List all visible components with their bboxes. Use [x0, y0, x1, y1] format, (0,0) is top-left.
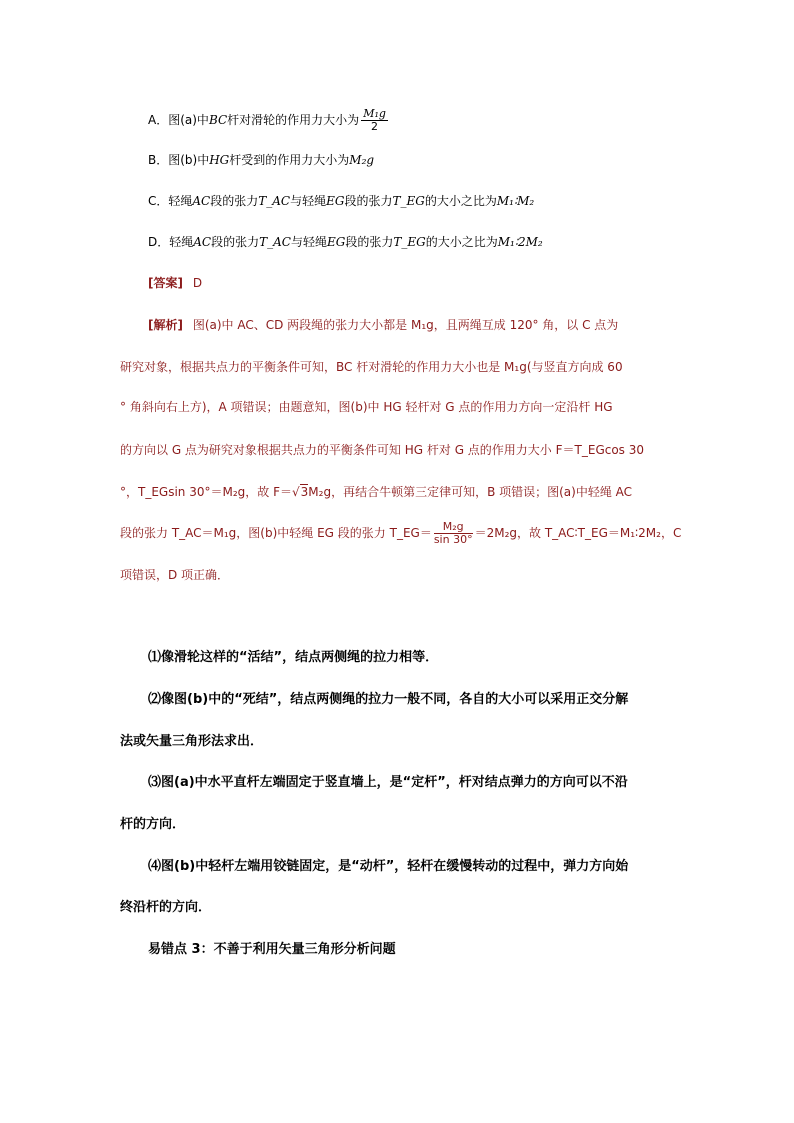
- option-d-v1: AC: [193, 235, 212, 249]
- option-a-prefix: A．图(a)中: [148, 113, 209, 127]
- note-3b: 杆的方向．: [120, 817, 186, 832]
- option-d: [148, 232, 543, 252]
- option-b-text: 杆受到的作用力大小为: [229, 153, 350, 167]
- analysis-line-3: ° 角斜向右上方)，A 项错误；由题意知，图(b)中 HG 轻杆对 G 点的作用力方向一定沿杆 HG: [120, 400, 613, 414]
- analysis-line-6: [120, 521, 681, 546]
- section-heading: 易错点 3：不善于利用矢量三角形分析问题: [148, 942, 396, 957]
- analysis-text-1: 图(a)中 AC、CD 两段绳的张力大小都是 M₁g，且两绳互成 120° 角，以 C 点为: [192, 318, 619, 332]
- option-c-t3: 与轻绳: [290, 194, 327, 208]
- option-a-fraction: [361, 108, 388, 133]
- option-c-t4: 段的张力: [344, 194, 393, 208]
- analysis-text-6b: ＝2M₂g，故 T_AC∶T_EG＝M₁∶2M₂，C: [474, 526, 682, 540]
- analysis-fraction: [434, 521, 473, 546]
- option-d-value: M₁∶2M₂: [497, 235, 543, 249]
- option-d-t4: 段的张力: [345, 235, 394, 249]
- option-c-value: M₁∶M₂: [496, 194, 535, 208]
- option-c-t5: 的大小之比为: [424, 194, 497, 208]
- option-c-v2: T_AC: [258, 194, 291, 208]
- option-c-v4: T_EG: [392, 194, 425, 208]
- option-c: [148, 191, 534, 211]
- analysis-frac-den: sin 30°: [433, 533, 473, 546]
- option-d-t1: D．轻绳: [148, 235, 194, 249]
- analysis-line-7: 项错误，D 项正确．: [120, 568, 230, 582]
- option-a-text: 杆对滑轮的作用力大小为: [227, 113, 360, 127]
- analysis-frac-num: M₂g: [434, 521, 473, 534]
- option-b-var: HG: [209, 153, 230, 167]
- analysis-line-4: 的方向以 G 点为研究对象根据共点力的平衡条件可知 HG 杆对 G 点的作用力大小 F＝T_EGcos 30: [120, 443, 645, 457]
- note-1: ⑴像滑轮这样的“活结”，结点两侧绳的拉力相等．: [148, 650, 439, 665]
- option-d-t3: 与轻绳: [290, 235, 327, 249]
- sqrt-sign: √: [292, 485, 300, 499]
- answer: [148, 273, 202, 293]
- option-a: [148, 108, 390, 133]
- option-c-v1: AC: [192, 194, 211, 208]
- analysis-sqrt-value: 3: [300, 485, 309, 499]
- option-a-frac-den: 2: [371, 120, 379, 133]
- option-c-v3: EG: [326, 194, 345, 208]
- analysis-line-1: [148, 315, 618, 335]
- analysis-line-2: 研究对象，根据共点力的平衡条件可知，BC 杆对滑轮的作用力大小也是 M₁g(与竖直方向成 60: [120, 360, 623, 374]
- option-b-prefix: B．图(b)中: [148, 153, 210, 167]
- option-c-t1: C．轻绳: [148, 194, 193, 208]
- note-3a: ⑶图(a)中水平直杆左端固定于竖直墙上，是“定杆”，杆对结点弹力的方向可以不沿: [148, 775, 628, 790]
- option-c-t2: 段的张力: [210, 194, 259, 208]
- analysis-label: [解析]: [148, 318, 183, 332]
- analysis-line-5: [120, 482, 632, 502]
- note-4b: 终沿杆的方向．: [120, 900, 212, 915]
- option-a-frac-num: M₁g: [363, 107, 386, 120]
- option-d-t5: 的大小之比为: [425, 235, 498, 249]
- analysis-text-5a: °，T_EGsin 30°＝M₂g，故 F＝: [120, 485, 292, 499]
- option-d-v2: T_AC: [259, 235, 291, 249]
- option-b-value: M₂g: [349, 153, 375, 167]
- note-2b: 法或矢量三角形法求出．: [120, 734, 264, 749]
- option-d-v3: EG: [327, 235, 346, 249]
- option-d-t2: 段的张力: [211, 235, 260, 249]
- analysis-text-6a: 段的张力 T_AC＝M₁g，图(b)中轻绳 EG 段的张力 T_EG＝: [120, 526, 432, 540]
- answer-value: D: [192, 276, 203, 290]
- answer-label: [答案]: [148, 276, 183, 290]
- analysis-text-5b: M₂g，再结合牛顿第三定律可知，B 项错误；图(a)中轻绳 AC: [308, 485, 633, 499]
- option-d-v4: T_EG: [393, 235, 426, 249]
- option-a-var: BC: [208, 113, 228, 127]
- option-b: [148, 150, 374, 170]
- note-2a: ⑵像图(b)中的“死结”，结点两侧绳的拉力一般不同，各自的大小可以采用正交分解: [148, 692, 629, 707]
- note-4a: ⑷图(b)中轻杆左端用铰链固定，是“动杆”，轻杆在缓慢转动的过程中，弹力方向始: [148, 859, 629, 874]
